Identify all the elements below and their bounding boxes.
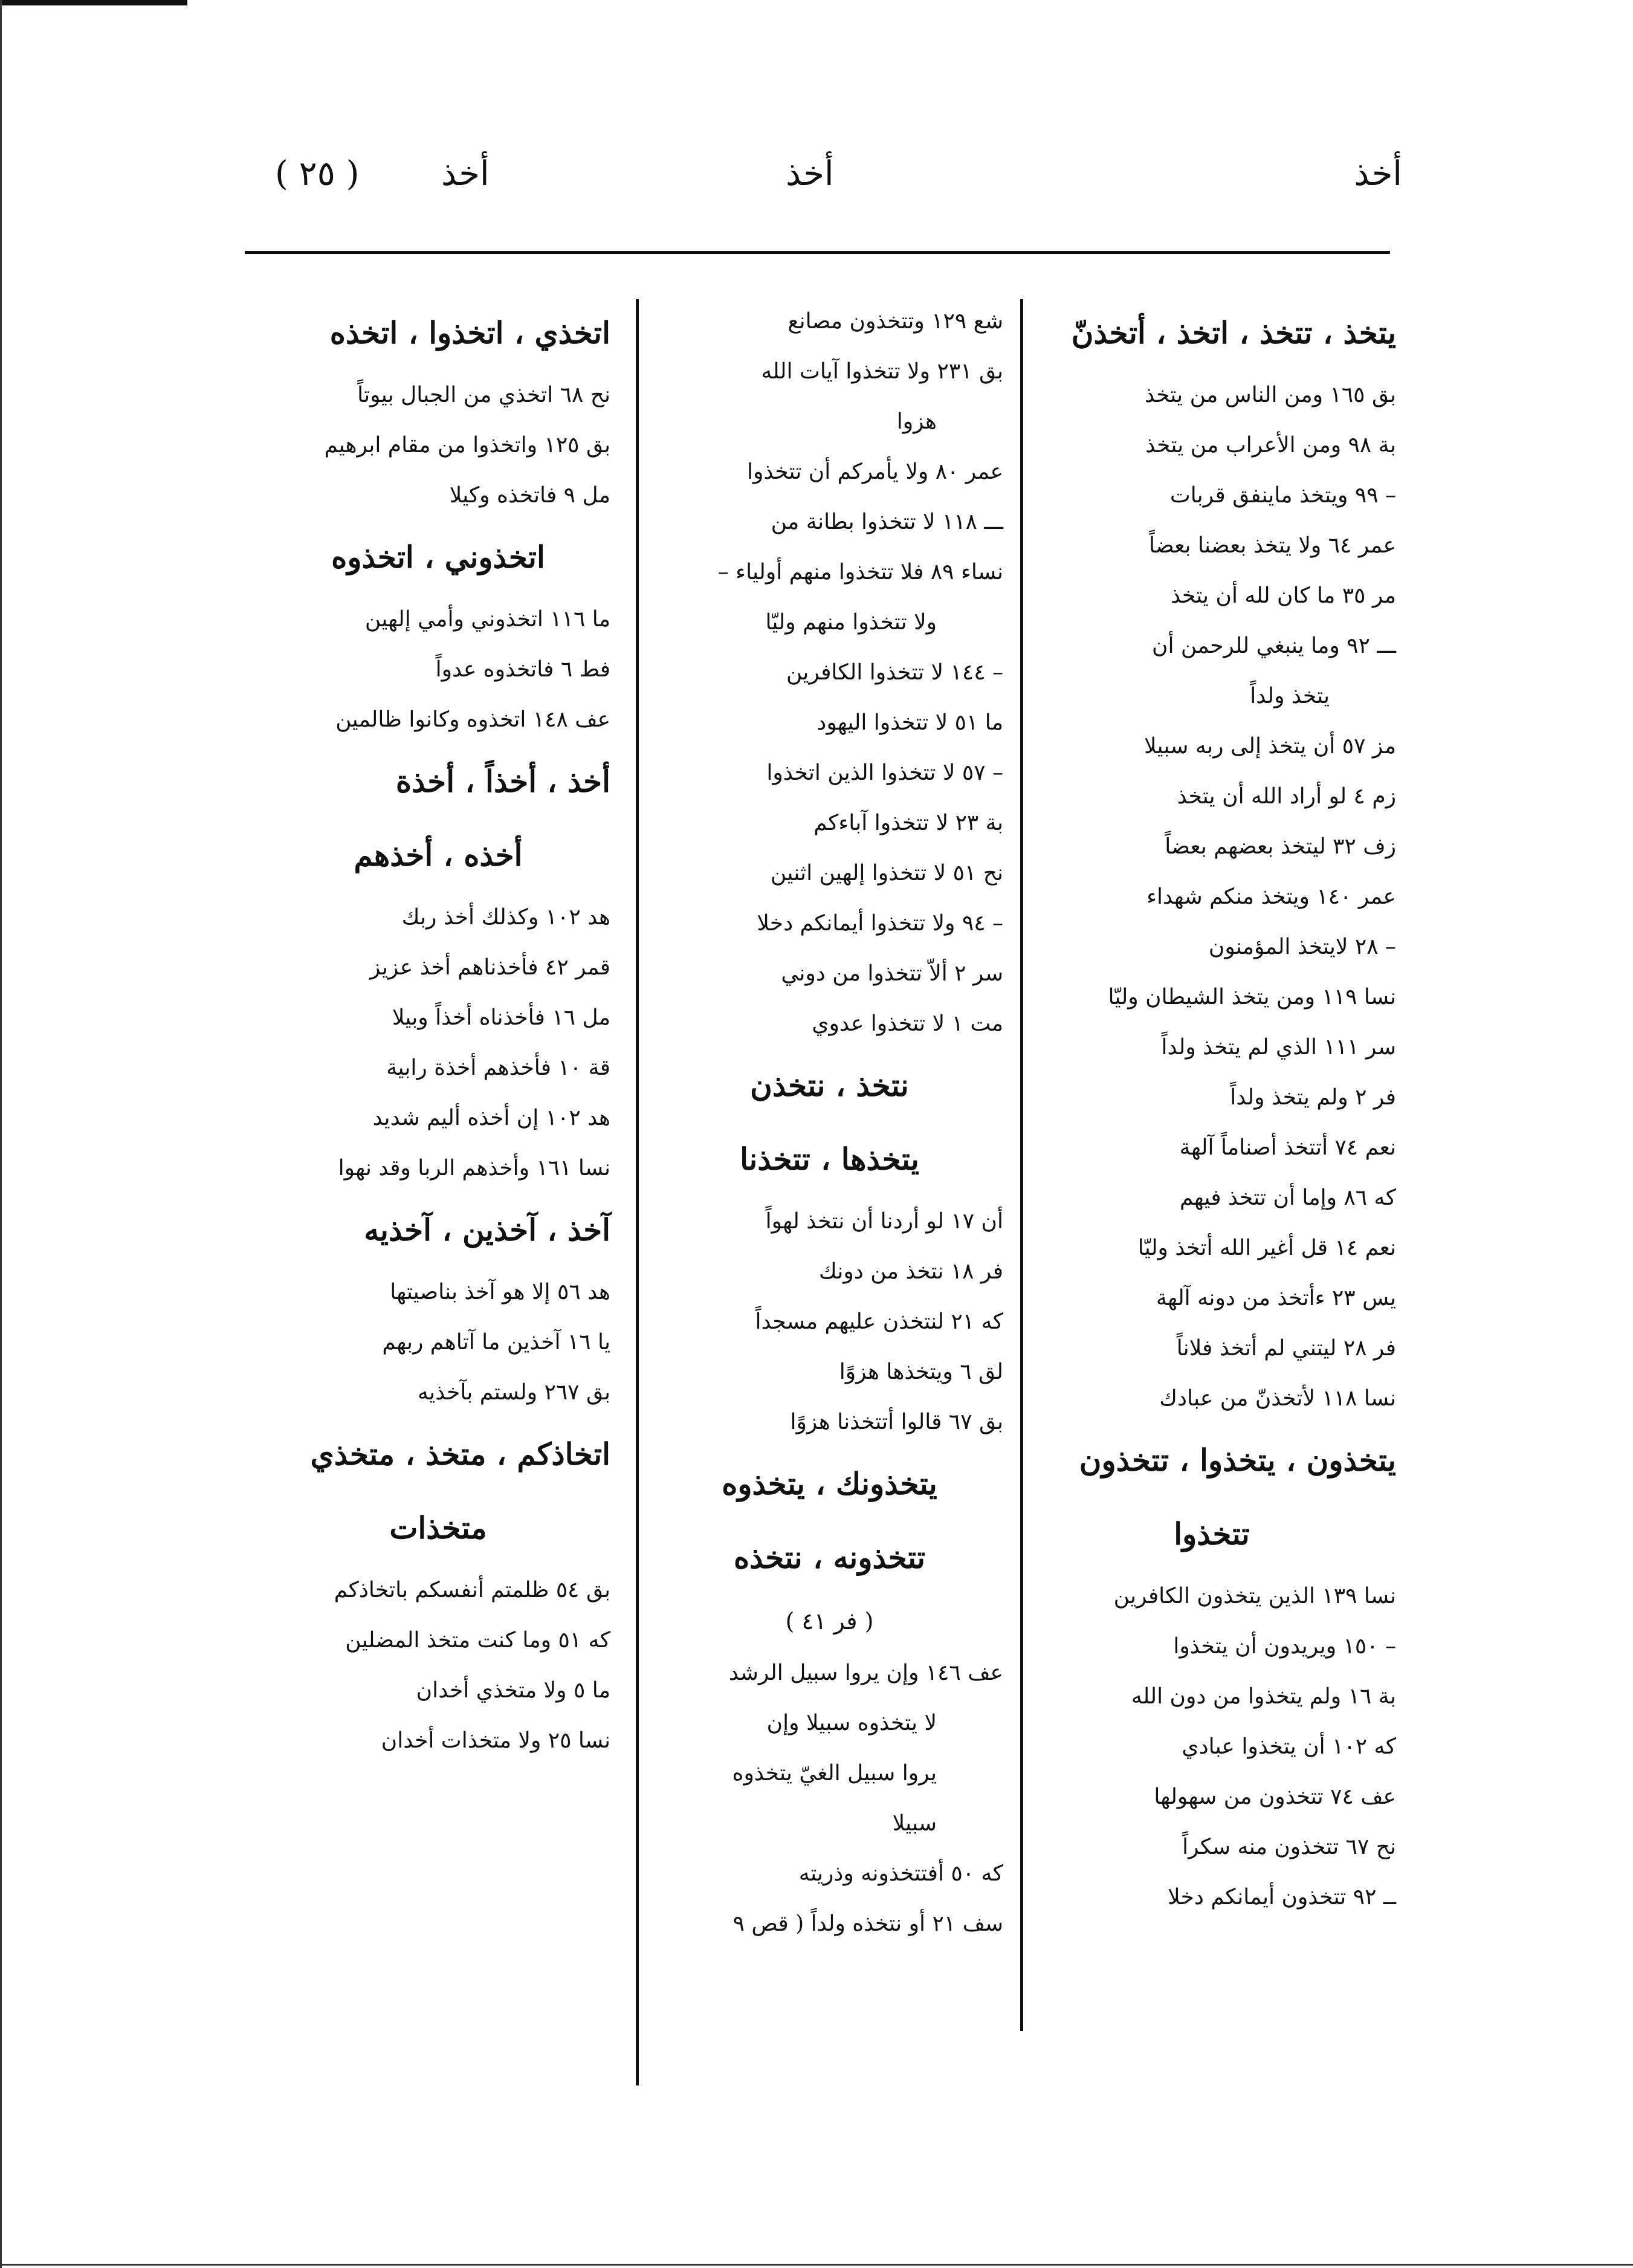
entry-line: زف ٣٢ ليتخذ بعضهم بعضاً [1165, 834, 1396, 859]
entry-line: – ١٤٤ لا تتخذوا الكافرين [786, 660, 1003, 685]
entry-line: بة ١٦ ولم يتخذوا من دون الله [1131, 1684, 1396, 1709]
entry-line: بق ٢٦٧ ولستم بآخذيه [417, 1380, 610, 1405]
entry-line: نسا ١٦١ وأخذهم الربا وقد نهوا [338, 1156, 610, 1181]
header-center-word: أخذ [786, 154, 834, 193]
entry-line: ما ٥١ لا تتخذوا اليهود [816, 710, 1003, 735]
entry-line: ــ ٩٢ تتخذون أيمانكم دخلا [1168, 1885, 1396, 1910]
entry-line: عف ١٤٦ وإن يروا سبيل الرشد [728, 1660, 1003, 1685]
entry-line: قة ١٠ فأخذهم أخذة رابية [386, 1055, 610, 1080]
entry-line: نعم ٧٤ أتتخذ أصناماً آلهة [1179, 1135, 1396, 1160]
cross-reference: ( فر ٤١ ) [785, 1608, 874, 1635]
entry-line: يس ٢٣ ءأتخذ من دونه آلهة [1156, 1286, 1396, 1311]
entry-line: كه ٥٠ أفتتخذونه وذريته [798, 1861, 1003, 1886]
entry-line: نسا ٢٥ ولا متخذات أخدان [381, 1728, 610, 1753]
entry-line: سر ٢ ألاّ تتخذوا من دوني [781, 961, 1003, 986]
entry-heading: اتخذي ، اتخذوا ، اتخذه [329, 315, 610, 351]
page-bottom-border [0, 2264, 1633, 2266]
entry-line: نسا ١٣٩ الذين يتخذون الكافرين [1113, 1584, 1396, 1609]
entry-continuation: ولا تتخذوا منهم وليّا [765, 610, 937, 635]
entry-line: نح ٥١ لا تتخذوا إلهين اثنين [770, 861, 1003, 886]
entry-heading: يتخذ ، تتخذ ، اتخذ ، أتخذنّ [1071, 315, 1396, 351]
entry-continuation: سبيلا [892, 1811, 937, 1836]
entry-line: عمر ٨٠ ولا يأمركم أن تتخذوا [746, 459, 1003, 484]
entry-heading: نتخذ ، نتخذن [750, 1068, 909, 1103]
entry-line: يا ١٦ آخذين ما آتاهم ربهم [382, 1330, 610, 1355]
header-rule [245, 251, 1390, 254]
entry-line: أن ١٧ لو أردنا أن نتخذ لهواً [765, 1209, 1003, 1234]
entry-heading: أخذه ، أخذهم [354, 837, 523, 873]
entry-line: ما ١١٦ اتخذوني وأمي إلهين [364, 607, 610, 632]
entry-line: ما ٥ ولا متخذي أخدان [416, 1678, 610, 1703]
header-left-word: أخذ [441, 154, 490, 193]
entry-line: بق ١٦٥ ومن الناس من يتخذ [1145, 383, 1396, 407]
column-middle [656, 296, 1003, 1949]
entry-heading: اتخاذكم ، متخذ ، متخذي [310, 1436, 610, 1472]
entry-line: هد ١٠٢ وكذلك أخذ ربك [401, 905, 610, 930]
entry-line: – ٢٨ لايتخذ المؤمنون [1208, 935, 1396, 959]
entry-line: بق ٦٧ قالوا أتتخذنا هزوًا [790, 1410, 1003, 1434]
column-left [266, 296, 610, 1766]
entry-line: عمر ١٤٠ ويتخذ منكم شهداء [1146, 884, 1396, 909]
entry-line: عف ٧٤ تتخذون من سهولها [1154, 1784, 1396, 1809]
entry-continuation: يتخذ ولداً [1250, 684, 1330, 708]
page-left-border [0, 0, 2, 2268]
entry-heading: تتخذونه ، نتخذه [733, 1540, 926, 1575]
entry-line: ـــ ١١٨ لا تتخذوا بطانة من [771, 510, 1003, 534]
entry-heading: متخذات [389, 1510, 487, 1546]
scan-mark [0, 0, 187, 5]
entry-line: فر ١٨ نتخذ من دونك [819, 1259, 1003, 1284]
column-divider-right [1020, 299, 1023, 2031]
entry-line: كه ٢١ لنتخذن عليهم مسجداً [755, 1309, 1003, 1334]
entry-continuation: لا يتخذوه سبيلا وإن [766, 1711, 937, 1735]
entry-line: هد ١٠٢ إن أخذه أليم شديد [372, 1106, 610, 1130]
entry-continuation: يروا سبيل الغيّ يتخذوه [732, 1761, 937, 1786]
entry-line: – ١٥٠ ويريدون أن يتخذوا [1173, 1634, 1396, 1659]
entry-line: نح ٦٧ تتخذون منه سكراً [1182, 1835, 1396, 1859]
entry-line: مل ١٦ فأخذناه أخذاً وبيلا [392, 1005, 610, 1030]
entry-line: عمر ٦٤ ولا يتخذ بعضنا بعضاً [1149, 533, 1396, 558]
entry-heading: أخذ ، أخذاً ، أخذة [395, 763, 610, 799]
entry-line: هد ٥٦ إلا هو آخذ بناصيتها [390, 1280, 610, 1304]
entry-line: – ٩٩ ويتخذ ماينفق قربات [1169, 483, 1396, 508]
entry-line: مت ١ لا تتخذوا عدوي [812, 1011, 1003, 1036]
entry-line: كه ١٠٢ أن يتخذوا عبادي [1182, 1734, 1396, 1759]
entry-line: بة ٢٣ لا تتخذوا آباءكم [813, 811, 1003, 835]
entry-heading: يتخذها ، تتخذنا [740, 1141, 919, 1177]
entry-line: قمر ٤٢ فأخذناهم أخذ عزيز [370, 955, 610, 980]
entry-continuation: هزوا [896, 409, 937, 434]
column-right [1027, 296, 1396, 1922]
entry-line: بق ٥٤ ظلمتم أنفسكم باتخاذكم [334, 1578, 610, 1602]
entry-line: – ٥٧ لا تتخذوا الذين اتخذوا [766, 760, 1003, 785]
entry-heading: يتخذون ، يتخذوا ، تتخذون [1079, 1442, 1396, 1478]
entry-heading: يتخذونك ، يتخذوه [722, 1466, 937, 1502]
entry-line: نح ٦٨ اتخذي من الجبال بيوتاً [357, 383, 610, 407]
entry-line: لق ٦ ويتخذها هزوًا [839, 1359, 1003, 1384]
entry-line: فر ٢٨ ليتني لم أتخذ فلاناً [1176, 1336, 1396, 1361]
entry-line: نعم ١٤ قل أغير الله أتخذ وليّا [1137, 1236, 1396, 1260]
entry-line: عف ١٤٨ اتخذوه وكانوا ظالمين [335, 707, 610, 732]
entry-line: نسا ١١٨ لأتخذنّ من عبادك [1159, 1386, 1396, 1411]
entry-line: سف ٢١ أو نتخذه ولداً ( قص ٩ [732, 1911, 1003, 1936]
column-divider-left [636, 299, 639, 2085]
entry-line: بق ٢٣١ ولا تتخذوا آيات الله [761, 359, 1003, 384]
entry-line: بة ٩٨ ومن الأعراب من يتخذ [1145, 433, 1396, 458]
header-right-word: أخذ [1354, 154, 1402, 193]
entry-line: بق ١٢٥ واتخذوا من مقام ابرهيم [324, 433, 610, 458]
entry-line: مز ٥٧ أن يتخذ إلى ربه سبيلا [1144, 734, 1396, 759]
page-header [254, 154, 1402, 209]
entry-line: سر ١١١ الذي لم يتخذ ولداً [1161, 1035, 1396, 1060]
entry-line: ـــ ٩٢ وما ينبغي للرحمن أن [1152, 633, 1396, 658]
entry-heading: آخذ ، آخذين ، آخذيه [364, 1212, 610, 1248]
entry-line: فط ٦ فاتخذوه عدواً [435, 657, 610, 682]
entry-line: – ٩٤ ولا تتخذوا أيمانكم دخلا [757, 911, 1003, 936]
entry-line: كه ٨٦ وإما أن تتخذ فيهم [1179, 1185, 1396, 1210]
entry-line: فر ٢ ولم يتخذ ولداً [1230, 1085, 1396, 1110]
entry-heading: تتخذوا [1174, 1516, 1250, 1552]
entry-line: كه ٥١ وما كنت متخذ المضلين [345, 1628, 610, 1653]
entry-heading: اتخذوني ، اتخذوه [331, 539, 545, 575]
page-number: ( ٢٥ ) [275, 154, 360, 193]
entry-line: شع ١٢٩ وتتخذون مصانع [787, 309, 1003, 334]
entry-line: مل ٩ فاتخذه وكيلا [449, 483, 610, 508]
entry-line: زم ٤ لو أراد الله أن يتخذ [1177, 784, 1396, 809]
entry-line: مر ٣٥ ما كان لله أن يتخذ [1171, 583, 1396, 608]
entry-line: نساء ٨٩ فلا تتخذوا منهم أولياء – [717, 560, 1003, 585]
entry-line: نسا ١١٩ ومن يتخذ الشيطان وليّا [1108, 985, 1396, 1009]
